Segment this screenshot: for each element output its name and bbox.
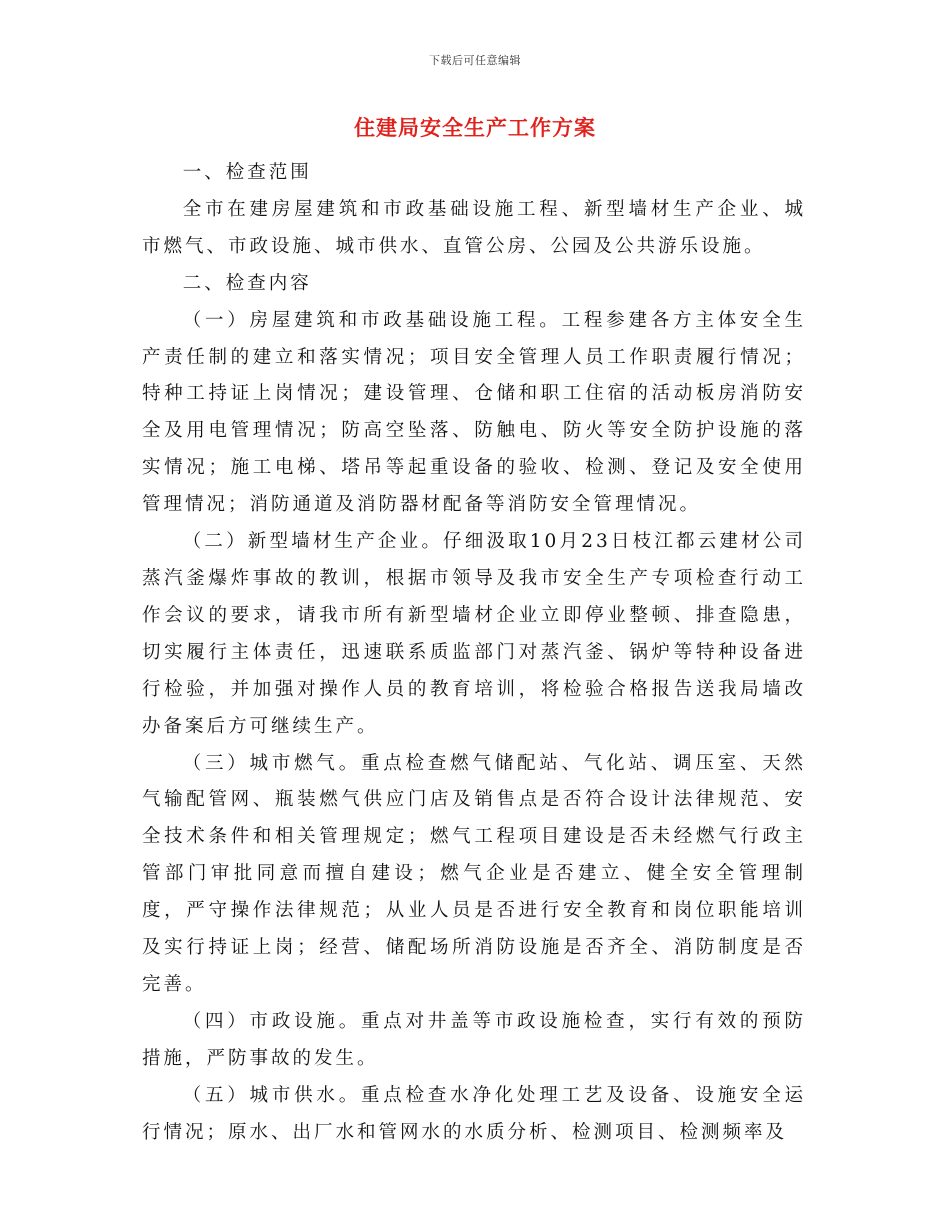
paragraph-scope: 全市在建房屋建筑和市政基础设施工程、新型墙材生产企业、城市燃气、市政设施、城市供水、直管公房、公园及公共游乐设施。 — [142, 198, 806, 257]
page-header-note: 下载后可任意编辑 — [429, 54, 521, 67]
paragraph-item-2: （二）新型墙材生产企业。仔细汲取10月23日枝江都云建材公司蒸汽釜爆炸事故的教训，根据市领导及我市安全生产专项检查行动工作会议的要求，请我市所有新型墙材企业立即停业整顿、排查隐患，切实履行主体责任，迅速联系质监部门对蒸汽釜、锅炉等特种设备进行检验，并加强对操作人员的教育培训，将检验合格报告送我局墙改办备案后方可继续生产。 — [142, 531, 806, 737]
paragraph-item-1: （一）房屋建筑和市政基础设施工程。工程参建各方主体安全生产责任制的建立和落实情况；项目安全管理人员工作职责履行情况；特种工持证上岗情况；建设管理、仓储和职工住宿的活动板房消防安全及用电管理情况；防高空坠落、防触电、防火等安全防护设施的落实情况；施工电梯、塔吊等起重设备的验收、检测、登记及安全使用管理情况；消防通道及消防器材配备等消防安全管理情况。 — [142, 309, 806, 516]
document-body — [142, 155, 806, 1151]
paragraph-item-4: （四）市政设施。重点对井盖等市政设施检查，实行有效的预防措施，严防事故的发生。 — [142, 1010, 806, 1069]
section-heading-content: 二、检查内容 — [182, 272, 312, 294]
paragraph-item-5: （五）城市供水。重点检查水净化处理工艺及设备、设施安全运行情况；原水、出厂水和管网水的水质分析、检测项目、检测频率及 — [142, 1084, 806, 1143]
document-title: 住建局安全生产工作方案 — [354, 115, 596, 140]
section-heading-scope: 一、检查范围 — [182, 162, 312, 183]
paragraph-item-3: （三）城市燃气。重点检查燃气储配站、气化站、调压室、天然气输配管网、瓶装燃气供应门店及销售点是否符合设计法律规范、安全技术条件和相关管理规定；燃气工程项目建设是否未经燃气行政主管部门审批同意而擅自建设；燃气企业是否建立、健全安全管理制度，严守操作法律规范；从业人员是否进行安全教育和岗位职能培训及实行持证上岗；经营、储配场所消防设施是否齐全、消防制度是否完善。 — [142, 752, 806, 995]
